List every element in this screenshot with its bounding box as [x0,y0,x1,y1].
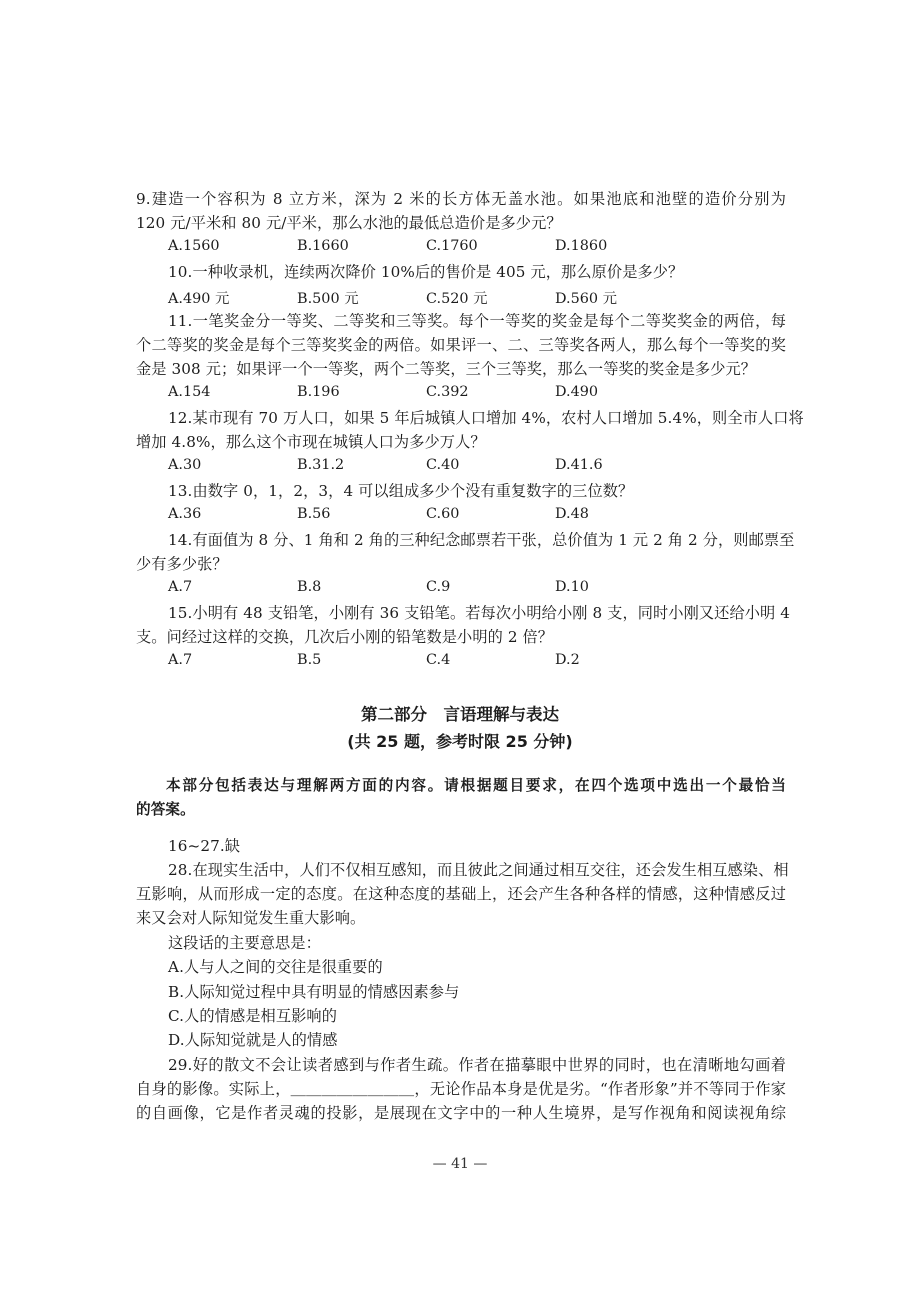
q9-option-a: A.1560 [168,238,220,254]
page-number: — 41 — [432,1156,488,1172]
q15-option-c: C.4 [426,652,451,668]
q11-line3: 金是 308 元；如果评一个一等奖，两个二等奖，三个三等奖，那么一等奖的奖金是多少元？ [136,360,757,378]
q11-line1: 11.一笔奖金分一等奖、二等奖和三等奖。每个一等奖的奖金是每个二等奖奖金的两倍，每 [168,312,786,330]
instructions-line2: 的答案。 [136,801,195,818]
q11-option-b: B.196 [297,384,340,400]
q15-options [168,652,788,672]
q15-line1: 15.小明有 48 支铅笔，小刚有 36 支铅笔。若每次小明给小刚 8 支，同时小刚又还给小明 4 [168,604,791,622]
q14-line1: 14.有面值为 8 分、1 角和 2 角的三种纪念邮票若干张，总价值为 1 元 2 角 2 分，则邮票至 [168,531,795,549]
q9-option-b: B.1660 [297,238,349,254]
q9-option-c: C.1760 [426,238,478,254]
instructions-line1: 本部分包括表达与理解两方面的内容。请根据题目要求，在四个选项中选出一个最恰当 [166,777,786,794]
q14-option-c: C.9 [426,579,451,595]
q14-options [168,579,788,599]
q14-line2: 少有多少张？ [136,555,228,573]
q14-option-a: A.7 [168,579,193,595]
q28-option-d: D.人际知觉就是人的情感 [168,1031,338,1049]
q28-line3: 来又会对人际知觉发生重大影响。 [136,909,366,927]
q29-line1: 29.好的散文不会让读者感到与作者生疏。作者在描摹眼中世界的同时，也在清晰地勾画着 [168,1056,786,1074]
q28-prompt: 这段话的主要意思是： [168,934,321,952]
q15-option-a: A.7 [168,652,193,668]
q10-line1: 10.一种收录机，连续两次降价 10%后的售价是 405 元，那么原价是多少？ [168,263,684,281]
q15-line2: 支。问经过这样的交换，几次后小刚的铅笔数是小明的 2 倍？ [136,628,554,646]
q12-options [168,457,788,477]
q29-line3: 的自画像，它是作者灵魂的投影，是展现在文字中的一种人生境界，是写作视角和阅读视角综 [136,1104,786,1122]
section-subtitle: (共 25 题，参考时限 25 分钟) [347,732,573,751]
q11-option-a: A.154 [168,384,211,400]
q15-option-d: D.2 [555,652,580,668]
q13-option-a: A.36 [168,506,202,522]
q11-line2: 个二等奖的奖金是每个三等奖奖金的两倍。如果评一、二、三等奖各两人，那么每个一等奖的奖 [136,336,786,354]
q28-option-c: C.人的情感是相互影响的 [168,1007,337,1025]
q10-option-b: B.500 元 [297,291,359,307]
q9-option-d: D.1860 [555,238,608,254]
q28-option-b: B.人际知觉过程中具有明显的情感因素参与 [168,983,460,1001]
q14-option-d: D.10 [555,579,589,595]
q11-options [168,384,788,404]
q10-option-a: A.490 元 [168,291,230,307]
q12-option-d: D.41.6 [555,457,603,473]
missing-questions-note: 16~27.缺 [168,837,241,855]
q13-option-b: B.56 [297,506,331,522]
q11-option-d: D.490 [555,384,599,400]
q12-line1: 12.某市现有 70 万人口，如果 5 年后城镇人口增加 4%，农村人口增加 5.4%，则全市人口将 [168,409,804,427]
q14-option-b: B.8 [297,579,322,595]
section-title: 第二部分 言语理解与表达 [361,705,559,724]
q13-options [168,506,788,526]
q10-options [168,287,788,307]
q12-option-c: C.40 [426,457,460,473]
q12-option-a: A.30 [168,457,202,473]
q10-option-c: C.520 元 [426,291,488,307]
q28-option-a: A.人与人之间的交往是很重要的 [168,958,383,976]
q10-option-d: D.560 元 [555,291,618,307]
q13-option-d: D.48 [555,506,589,522]
q12-option-b: B.31.2 [297,457,345,473]
q28-line1: 28.在现实生活中，人们不仅相互感知，而且彼此之间通过相互交往，还会发生相互感染、相 [168,861,789,879]
q9-options [168,238,788,258]
q11-option-c: C.392 [426,384,469,400]
q12-line2: 增加 4.8%，那么这个市现在城镇人口为多少万人？ [136,433,486,451]
q28-line2: 互影响，从而形成一定的态度。在这种态度的基础上，还会产生各种各样的情感，这种情感反过 [136,885,786,903]
q9-line1: 9.建造一个容积为 8 立方米，深为 2 米的长方体无盖水池。如果池底和池壁的造价分别为 [136,190,786,208]
q13-line1: 13.由数字 0，1，2，3，4 可以组成多少个没有重复数字的三位数？ [168,482,634,500]
q29-line2: 自身的影像。实际上，＿＿＿＿＿＿＿＿，无论作品本身是优是劣。“作者形象”并不等同于作家 [136,1080,786,1098]
q9-line2: 120 元/平米和 80 元/平米，那么水池的最低总造价是多少元？ [136,214,562,232]
q15-option-b: B.5 [297,652,322,668]
q13-option-c: C.60 [426,506,460,522]
